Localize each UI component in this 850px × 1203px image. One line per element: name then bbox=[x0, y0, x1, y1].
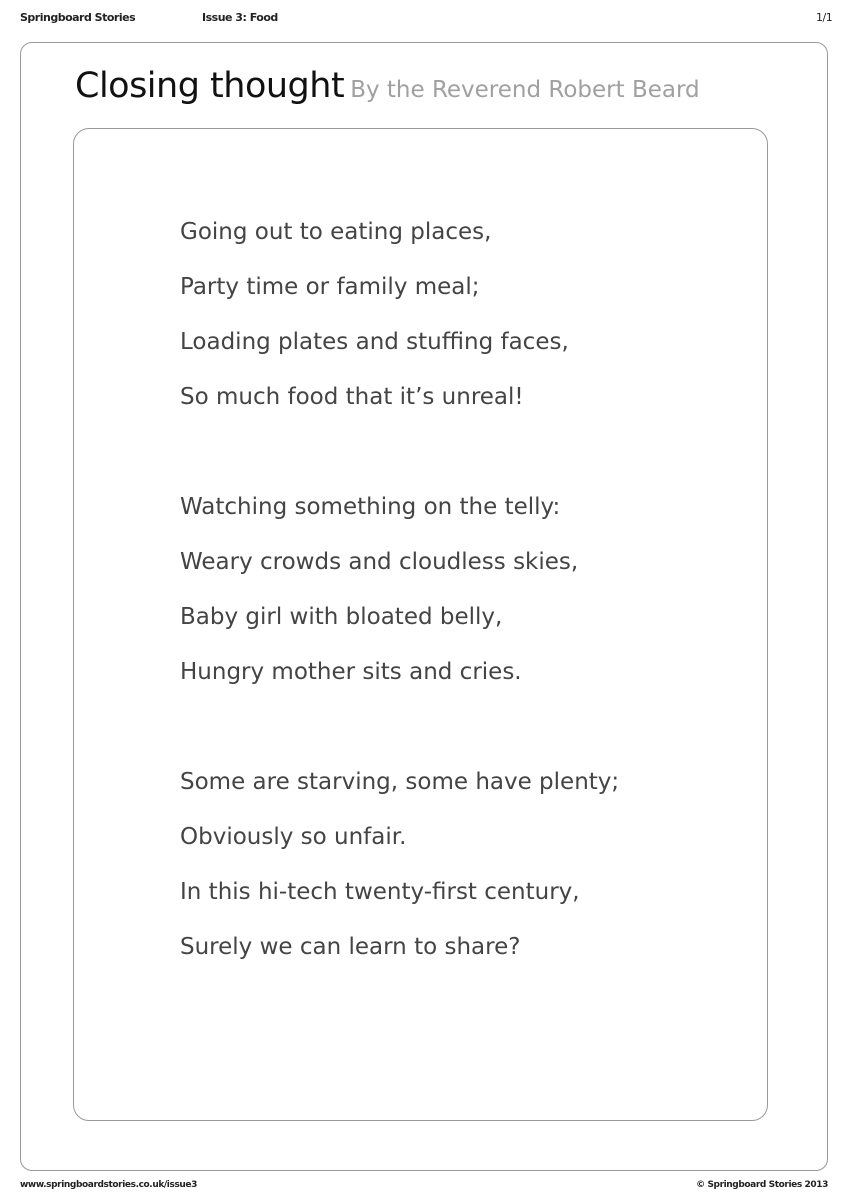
issue-label: Issue 3: Food bbox=[202, 11, 278, 24]
stanza bbox=[180, 480, 619, 700]
footer-url: www.springboardstories.co.uk/issue3 bbox=[20, 1180, 197, 1190]
poem-line: So much food that it’s unreal! bbox=[180, 384, 524, 410]
stanza bbox=[180, 205, 619, 425]
poem-line: Loading plates and stuffing faces, bbox=[180, 329, 569, 355]
page-title bbox=[75, 66, 700, 106]
series-name: Springboard Stories bbox=[20, 11, 136, 24]
page-number: 1/1 bbox=[816, 11, 833, 24]
poem-line: Some are starving, some have plenty; bbox=[180, 769, 620, 795]
poem-line: Baby girl with bloated belly, bbox=[180, 604, 503, 630]
title-main: Closing thought bbox=[75, 66, 345, 106]
poem-line: In this hi-tech twenty-first century, bbox=[180, 879, 580, 905]
poem bbox=[180, 205, 619, 1030]
poem-line: Party time or family meal; bbox=[180, 274, 480, 300]
poem-line: Hungry mother sits and cries. bbox=[180, 659, 522, 685]
footer-copyright: © Springboard Stories 2013 bbox=[696, 1180, 828, 1190]
poem-line: Surely we can learn to share? bbox=[180, 934, 521, 960]
poem-line: Watching something on the telly: bbox=[180, 494, 561, 520]
stanza bbox=[180, 755, 619, 975]
byline: By the Reverend Robert Beard bbox=[350, 77, 700, 103]
poem-line: Going out to eating places, bbox=[180, 219, 492, 245]
poem-line: Obviously so unfair. bbox=[180, 824, 407, 850]
poem-line: Weary crowds and cloudless skies, bbox=[180, 549, 579, 575]
